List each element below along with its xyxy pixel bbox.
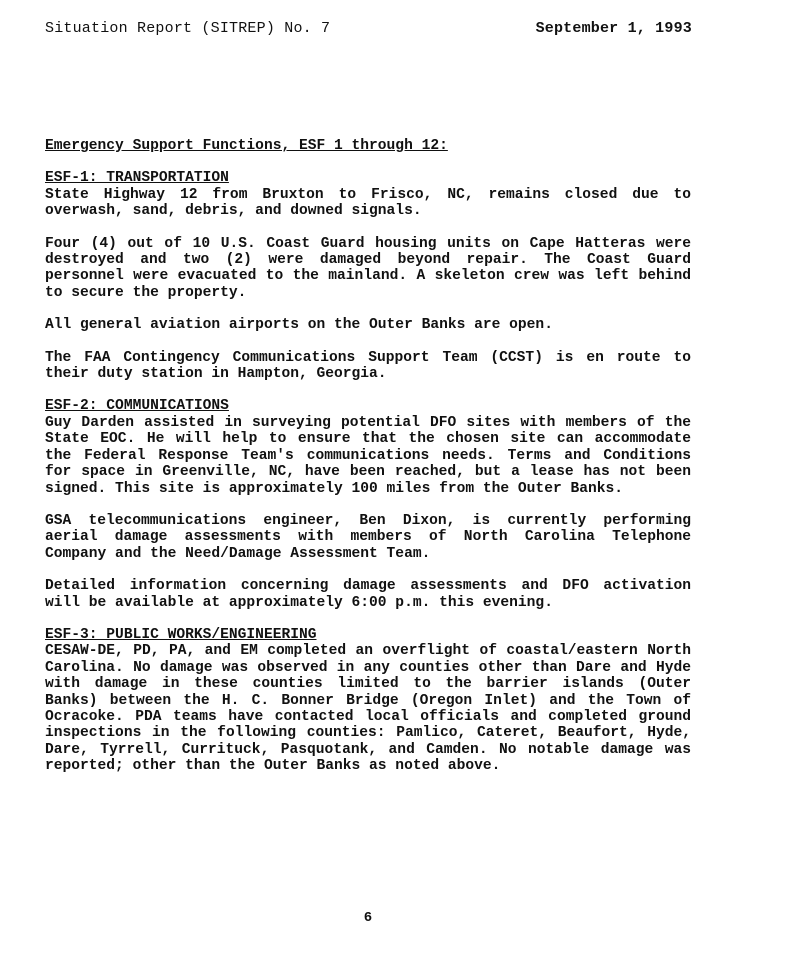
esf2-section (45, 398, 691, 610)
esf1-heading: ESF-1: TRANSPORTATION (45, 170, 229, 187)
esf1-paragraph: State Highway 12 from Bruxton to Frisco, NC, remains closed due to overwash, sand, debris, and downed signals. (45, 186, 691, 220)
esf1-paragraph: All general aviation airports on the Outer Banks are open. (45, 317, 553, 334)
esf2-heading: ESF-2: COMMUNICATIONS (45, 398, 229, 415)
report-date: September 1, 1993 (535, 20, 692, 37)
esf1-paragraph: The FAA Contingency Communications Support Team (CCST) is en route to their duty station in Hampton, Georgia. (45, 349, 691, 383)
esf3-paragraph: CESAW-DE, PD, PA, and EM completed an overflight of coastal/eastern North Carolina. No damage was observed in any counties other than Dare and Hyde with damage in these counties limited to the barrier islands (Outer Banks) between the H. C. Bonner Bridge (Oregon Inlet) and the Town of Ocracoke. PDA teams have contacted local officials and completed ground inspections in the following counties: Pamlico, Cateret, Beaufort, Hyde, Dare, Tyrrell, Currituck, Pasquotank, and Camden. No notable damage was reported; other than the Outer Banks as noted above. (45, 643, 691, 775)
esf2-paragraph: GSA telecommunications engineer, Ben Dixon, is currently performing aerial damage assessments with members of North Carolina Telephone Company and the Need/Damage Assessment Team. (45, 512, 691, 562)
esf1-paragraph: Four (4) out of 10 U.S. Coast Guard housing units on Cape Hatteras were destroyed and two (2) were damaged beyond repair. The Coast Guard personnel were evacuated to the mainland. A skeleton crew was left behind to secure the property. (45, 235, 691, 301)
esf2-paragraph: Detailed information concerning damage assessments and DFO activation will be available at approximately 6:00 p.m. this evening. (45, 578, 691, 611)
report-title: Situation Report (SITREP) No. 7 (45, 20, 331, 37)
esf3-section (45, 627, 691, 775)
report-body (45, 138, 691, 791)
page-number: 6 (363, 910, 373, 926)
section-title: Emergency Support Functions, ESF 1 through 12: (45, 138, 448, 154)
esf2-paragraph: Guy Darden assisted in surveying potential DFO sites with members of the State EOC. He will help to ensure that the chosen site can accommodate the Federal Response Team's communications needs. Terms and Conditions for space in Greenville, NC, have been reached, but a lease has not been signed. This site is approximately 100 miles from the Outer Banks. (45, 414, 691, 497)
esf1-section (45, 170, 691, 382)
esf3-heading: ESF-3: PUBLIC WORKS/ENGINEERING (45, 626, 317, 643)
